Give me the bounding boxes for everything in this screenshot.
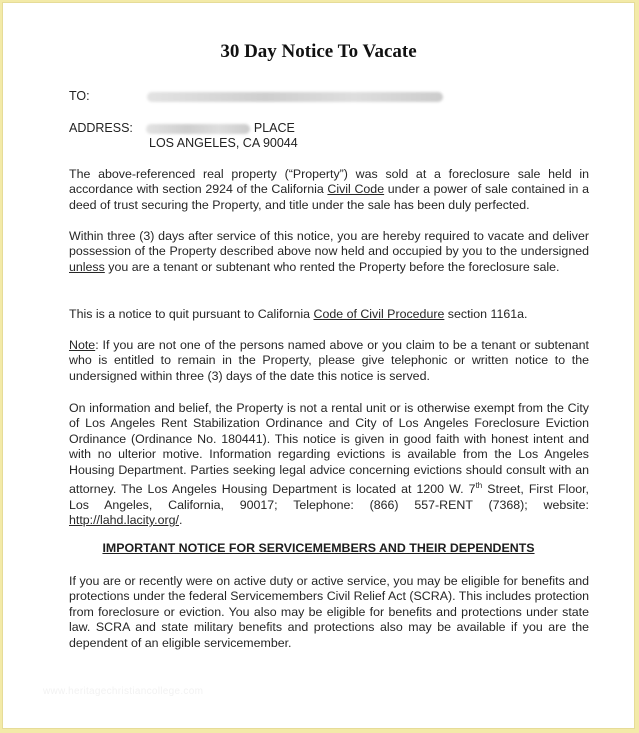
civil-procedure-reference: Code of Civil Procedure bbox=[313, 307, 445, 321]
lahd-website-link[interactable]: http://lahd.lacity.org/ bbox=[69, 512, 179, 527]
servicemembers-heading: IMPORTANT NOTICE FOR SERVICEMEMBERS AND THEIR DEPENDENTS bbox=[102, 541, 535, 555]
to-row bbox=[69, 89, 443, 103]
civil-code-reference: Civil Code bbox=[327, 182, 385, 197]
paragraph-sale: The above-referenced real property (“Property”) was sold at a foreclosure sale held in accordance with section 2924 of the California Civil Code under a power of sale contained in a deed of trust securing the Property, and title under the sale has been duly perfected. bbox=[69, 167, 589, 212]
paragraph-note: Note: If you are not one of the persons named above or you claim to be a tenant or subtenant who is entitled to remain in the Property, please give telephonic or written notice to the undersigned within three (3) days of the date this notice is served. bbox=[69, 338, 589, 383]
watermark: www.heritagechristiancollege.com bbox=[43, 686, 204, 697]
address-line1-suffix: PLACE bbox=[253, 121, 295, 135]
paragraph-notice-to-quit: This is a notice to quit pursuant to California Code of Civil Procedure section 1161a. bbox=[69, 307, 528, 321]
paragraph-servicemembers: If you are or recently were on active duty or active service, you may be eligible for benefits and protections under the federal Servicemembers Civil Relief Act (SCRA). This includes protection from foreclosure or eviction. You also may be eligible for benefits and protections under state law. SCRA and state military benefits and protections also may be available if you are the dependent of an eligible servicemember. bbox=[69, 574, 589, 650]
document-title: 30 Day Notice To Vacate bbox=[220, 41, 417, 62]
note-label: Note bbox=[69, 338, 96, 352]
unless-emphasis: unless bbox=[69, 259, 105, 274]
to-label: TO: bbox=[69, 89, 90, 103]
document-page bbox=[2, 2, 635, 729]
address-row bbox=[69, 121, 295, 135]
redacted-recipient bbox=[147, 92, 443, 102]
address-label: ADDRESS: bbox=[69, 121, 133, 135]
paragraph-vacate: Within three (3) days after service of this notice, you are hereby required to vacate and deliver possession of the Property described above now held and occupied by you to the undersigned unless you are a tenant or subtenant who rented the Property before the foreclosure sale. bbox=[69, 229, 589, 274]
paragraph-information: On information and belief, the Property is not a rental unit or is otherwise exempt from the City of Los Angeles Rent Stabilization Ordinance and City of Los Angeles Foreclosure Eviction Ordinance (Ordinance No. 180441). This notice is given in good faith with honest intent and with no ulterior motive. Information regarding evictions is available from the Los Angeles Housing Department. Parties seeking legal advice concerning evictions should consult with an attorney. The Los Angeles Housing Department is located at 1200 W. 7th Street, First Floor, Los Angeles, California, 90017; Telephone: (866) 557-RENT (7368); website: http://lahd.lacity.org/. bbox=[69, 401, 590, 527]
redacted-street bbox=[146, 124, 250, 134]
address-line2: LOS ANGELES, CA 90044 bbox=[149, 136, 298, 150]
